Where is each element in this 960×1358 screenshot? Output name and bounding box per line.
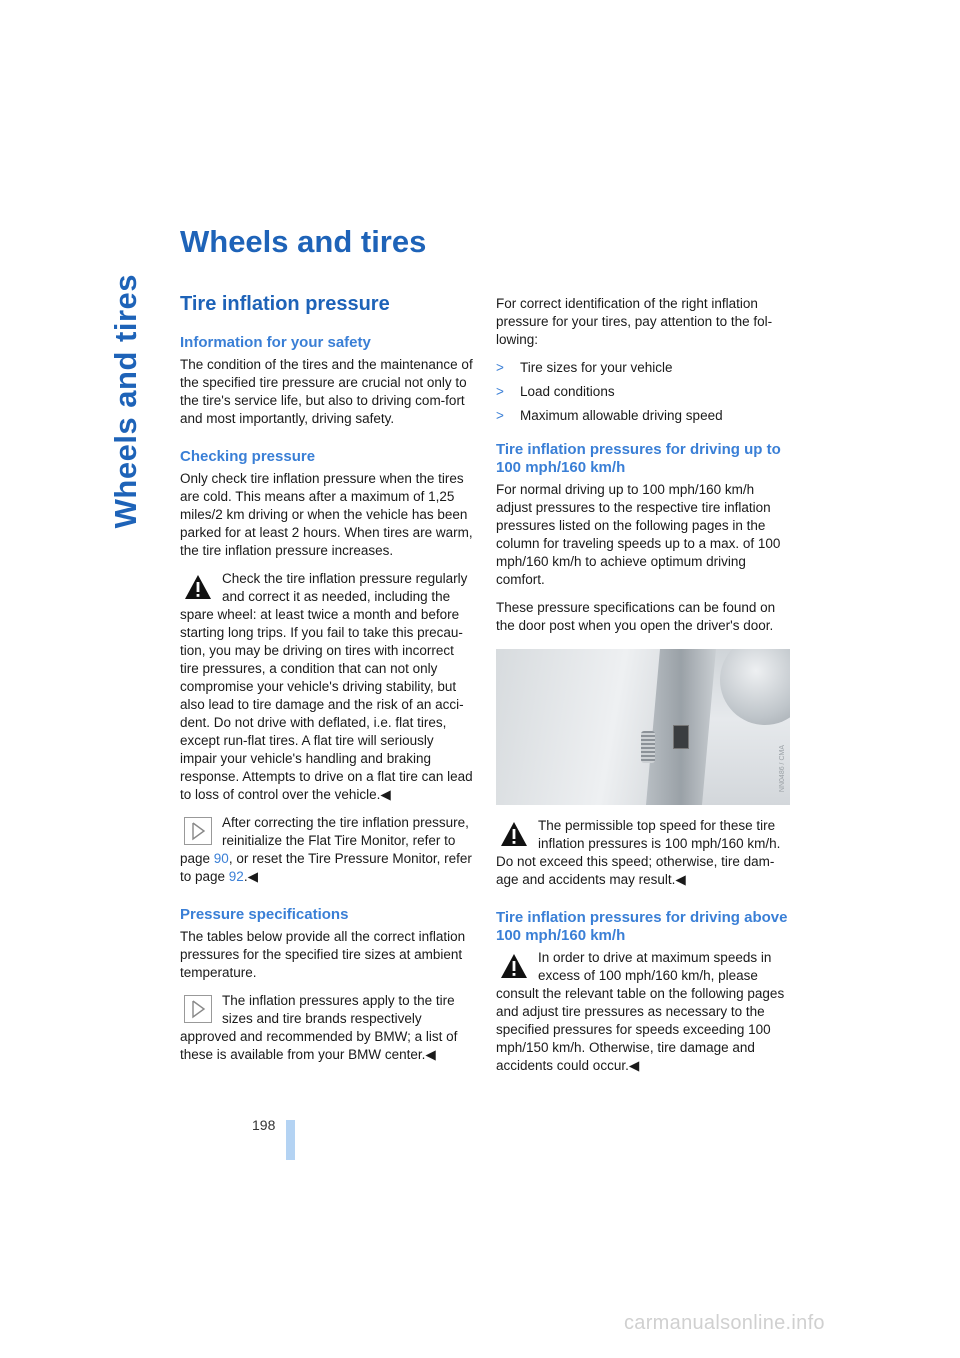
warning-note-top-speed [496,817,790,889]
upto-heading: Tire inflation pressures for driving up to 100 mph/160 km/h [496,441,781,476]
checking-text: Only check tire inflation pressure when the tires are cold. This means after a maximum of 1,25 miles/2 km driving or when the vehicle has been parked for at least 2 hours. When tires are warm, the tire inflation pressure increases. [180,471,473,558]
section-title: Tire inflation pressure [180,293,390,315]
warning-icon [500,820,528,848]
page-number: 198 [252,1117,276,1133]
info-note-reinitialize [180,814,474,886]
list-item: > Tire sizes for your vehicle [496,360,673,375]
watermark: carmanualsonline.info [624,1312,825,1334]
top-speed-text: The permissible top speed for these tire inflation pressures is 100 mph/160 km/h. Do not exceed this speed; otherwise, tire dam-age and accidents may result.◀ [496,818,781,887]
note-arrow-icon [184,995,212,1023]
doorpost-text: These pressure specifications can be found on the door post when you open the driver's door. [496,600,776,633]
info-note-brands [180,992,474,1064]
left-column [180,292,474,1074]
specs-heading: Pressure specifications [180,906,349,923]
warning-icon [500,952,528,980]
upto-text: For normal driving up to 100 mph/160 km/h adjust pressures to the respective tire inflation pressures listed on the following pages in the column for traveling speeds up to a max. of 100 mph/160 km/h to achieve optimum driving comfort. [496,482,781,587]
checking-heading: Checking pressure [180,448,316,465]
photo-code: NN0486 / CMA [779,745,786,793]
list-item: > Maximum allowable driving speed [496,408,723,423]
tire-pressure-label [673,725,689,749]
intro-text: For correct identification of the right inflation pressure for your tires, pay attention to the fol-lowing: [496,296,773,347]
warning-note-checking [180,570,474,804]
warning-icon [184,573,212,601]
list-item: > Load conditions [496,384,615,399]
right-column [496,295,790,1085]
page-link-90[interactable]: 90 [213,851,229,866]
page-link-92[interactable]: 92 [228,869,244,884]
page-number-bar [286,1120,295,1160]
warning-note-above [496,949,790,1075]
safety-text: The condition of the tires and the maintenance of the specified tire pressure are crucial not only to the tire's service life, but also to driving com-fort and most importantly, driving safety. [180,357,473,426]
above-heading: Tire inflation pressures for driving above 100 mph/160 km/h [496,909,788,944]
side-chapter-title [88,228,164,528]
reinitialize-text: After correcting the tire inflation pressure, reinitialize the Flat Tire Monitor, refer to page 90, or reset the Tire Pressure Monitor, refer to page 92.◀ [180,815,472,884]
specs-text: The tables below provide all the correct inflation pressures for the specified tire sizes at ambient temperature. [180,929,466,980]
warning-text-checking: Check the tire inflation pressure regularly and correct it as needed, including the spare wheel: at least twice a month and before starting long trips. If you fail to take this precau-tion, you may be driving on tires with incorrect tire pressures, a condition that can not only compromise your vehicle's driving stability, but also lead to tire damage and the risk of an acci-dent. Do not drive with deflated, i.e. flat tires, except run-flat tires. A flat tire will seriously impair your vehicle's handling and braking response. Attempts to drive on a flat tire can lead to loss of control over the vehicle.◀ [180,571,473,802]
brands-text: The inflation pressures apply to the tire sizes and tire brands respectively approved and recommended by BMW; a list of these is available from your BMW center.◀ [180,993,458,1062]
safety-heading: Information for your safety [180,334,371,351]
note-arrow-icon [184,817,212,845]
side-chapter-title-text: Wheels and tires [108,273,143,528]
above-text: In order to drive at maximum speeds in excess of 100 mph/160 km/h, please consult the relevant table on the following pages and adjust tire pressures as necessary to the specified pressures for speeds exceeding 100 mph/150 km/h. Otherwise, tire damage and accidents could occur.◀ [496,950,785,1073]
door-post-photo [496,649,790,805]
page-title: Wheels and tires [180,224,427,259]
